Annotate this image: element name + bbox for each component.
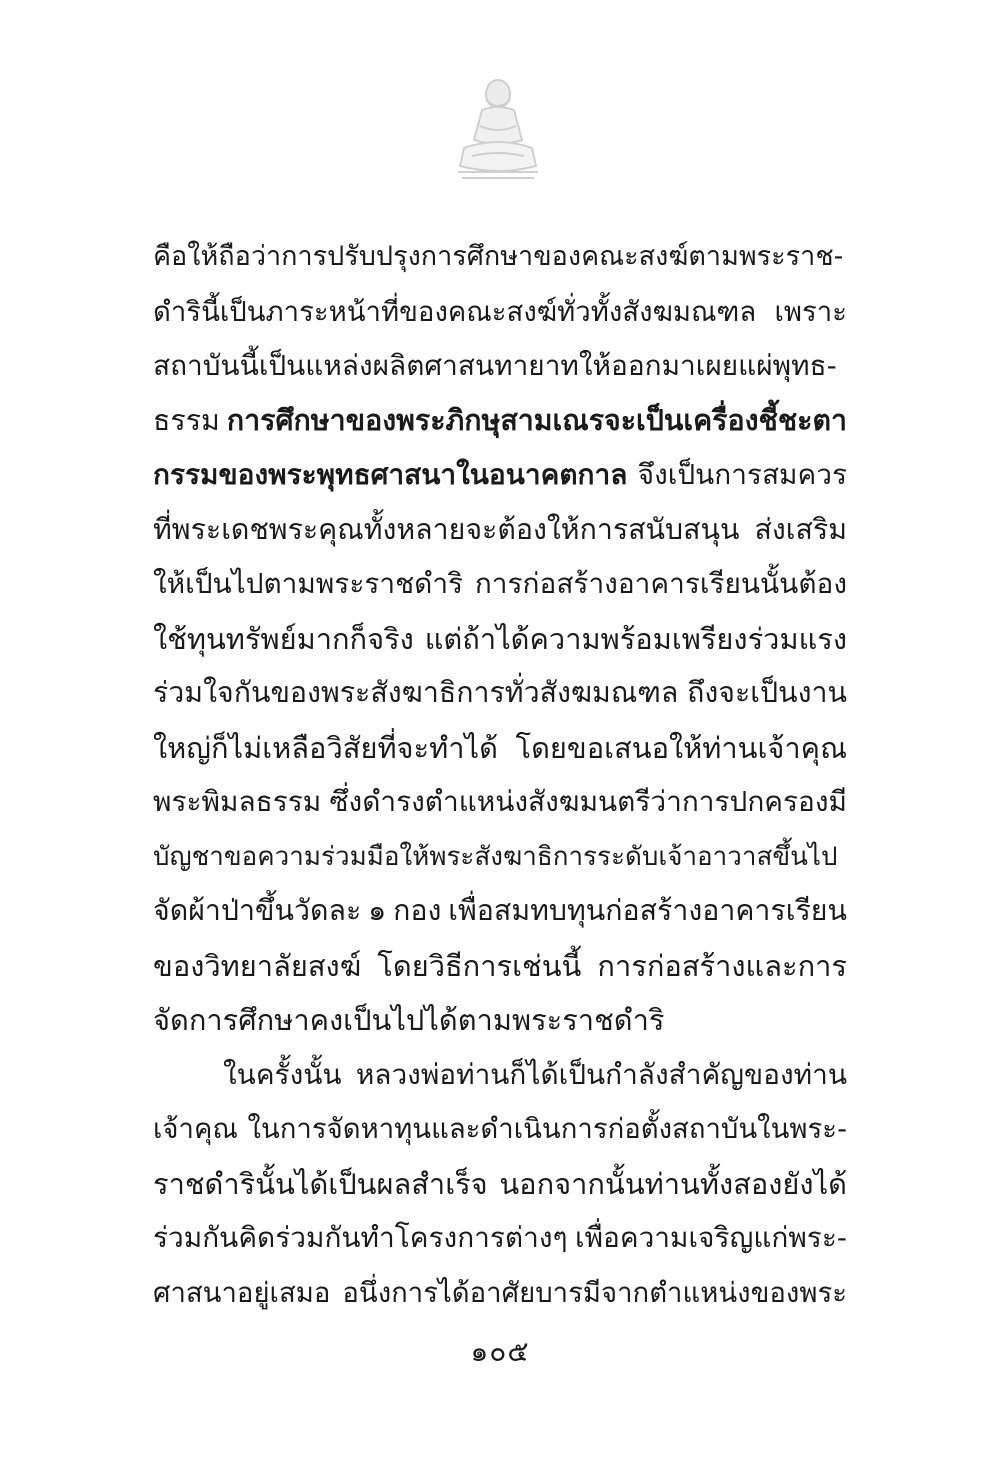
text-line <box>153 448 847 503</box>
text-segment: ในครั้งนั้น <box>223 1057 342 1091</box>
text-line <box>153 1266 847 1321</box>
text-segment: ธรรม <box>153 403 220 437</box>
text-segment: จัดการศึกษาคงเป็นไปได้ตามพระราชดำริ <box>153 1003 665 1037</box>
text-segment: เพื่อความเจริญแก่พระ- <box>575 1221 847 1254</box>
text-segment: ส่งเสริม <box>754 512 847 546</box>
text-line <box>153 1157 847 1212</box>
text-segment: จึงเป็นการสมควร <box>637 458 847 491</box>
text-line <box>153 285 847 340</box>
text-line <box>153 1102 847 1157</box>
text-segment: ให้เป็นไปตามพระราชดำริ <box>153 567 464 600</box>
text-line <box>153 394 847 449</box>
body-text <box>153 230 847 1320</box>
text-segment: เจ้าคุณ <box>153 1113 238 1145</box>
text-segment: บัญชาขอความร่วมมือให้พระสังฆาธิการระดับเจ้าอาวาสขึ้นไป <box>153 841 838 872</box>
text-line <box>153 993 847 1048</box>
text-segment: โดยวิธีการเช่นนี้ <box>377 948 582 983</box>
text-segment: พระพิมลธรรม <box>153 785 322 818</box>
text-segment: ศาสนาอยู่เสมอ <box>153 1276 331 1309</box>
bold-text-segment: กรรมของพระพุทธศาสนาในอนาคตกาล <box>153 458 628 491</box>
text-line <box>153 884 847 939</box>
seated-monk-emblem-icon <box>452 70 544 182</box>
text-segment: กอง <box>393 894 442 927</box>
text-line <box>153 666 847 721</box>
text-line <box>153 775 847 830</box>
text-segment: ซึ่งดำรงตำแหน่งสังฆมนตรีว่าการปกครองมี <box>329 785 847 818</box>
text-segment: ใช้ทุนทรัพย์มากก็จริง <box>153 621 414 656</box>
text-segment: ดำรินี้เป็นภาระหน้าที่ของคณะสงฆ์ทั่วทั้งสังฆมณฑล <box>153 295 757 328</box>
text-segment: ในการจัดหาทุนและดำเนินการก่อตั้งสถาบันในพระ- <box>247 1113 847 1145</box>
text-line <box>153 612 847 667</box>
text-segment: คือให้ถือว่าการปรับปรุงการศึกษาของคณะสงฆ์ตามพระราช- <box>153 241 844 272</box>
text-segment: สถาบันนี้เป็นแหล่งผลิตศาสนทายาทให้ออกมาเผยแผ่พุทธ- <box>153 349 837 382</box>
bold-text-segment: การศึกษาของพระภิกษุสามเณรจะเป็นเครื่องชี้ชะตา <box>226 403 847 437</box>
text-segment: การก่อสร้างอาคารเรียนนั้นต้อง <box>474 567 847 600</box>
text-segment: การก่อสร้างและการ <box>597 948 847 983</box>
text-segment: ใหญ่ก็ไม่เหลือวิสัยที่จะทำได้ <box>153 730 498 765</box>
text-segment: โดยขอเสนอให้ท่านเจ้าคุณ <box>515 730 847 765</box>
text-line <box>153 721 847 776</box>
text-line <box>153 1211 847 1266</box>
text-segment: ร่วมใจกันของพระสังฆาธิการทั่วสังฆมณฑล <box>153 676 679 709</box>
page-number: ๑๐๕ <box>470 1335 530 1368</box>
text-segment: ถึงจะเป็นงาน <box>687 676 847 709</box>
text-segment: ๑ <box>368 894 387 927</box>
text-segment: ที่พระเดชพระคุณทั้งหลายจะต้องให้การสนับสนุน <box>153 512 740 546</box>
text-segment: เพราะ <box>774 295 847 328</box>
text-line <box>153 830 847 885</box>
text-segment: ร่วมกันคิดร่วมกันทำโครงการต่างๆ <box>153 1221 568 1254</box>
text-segment: อนึ่งการได้อาศัยบารมีจากตำแหน่งของพระ <box>342 1276 847 1309</box>
text-segment: ราชดำรินั้นได้เป็นผลสำเร็จ <box>153 1166 488 1201</box>
text-segment: เพื่อสมทบทุนก่อสร้างอาคารเรียน <box>448 894 847 927</box>
text-line <box>153 230 847 285</box>
text-segment: หลวงพ่อท่านก็ได้เป็นกำลังสำคัญของท่าน <box>355 1057 847 1091</box>
text-segment: นอกจากนั้นท่านทั้งสองยังได้ <box>499 1166 847 1201</box>
text-segment: จัดผ้าป่าขึ้นวัดละ <box>153 894 362 927</box>
text-segment: ของวิทยาลัยสงฆ์ <box>153 948 362 983</box>
text-line <box>153 939 847 994</box>
text-line <box>153 557 847 612</box>
text-line <box>153 503 847 558</box>
text-line <box>153 1048 847 1103</box>
text-line <box>153 339 847 394</box>
text-segment: แต่ถ้าได้ความพร้อมเพรียงร่วมแรง <box>424 621 847 656</box>
